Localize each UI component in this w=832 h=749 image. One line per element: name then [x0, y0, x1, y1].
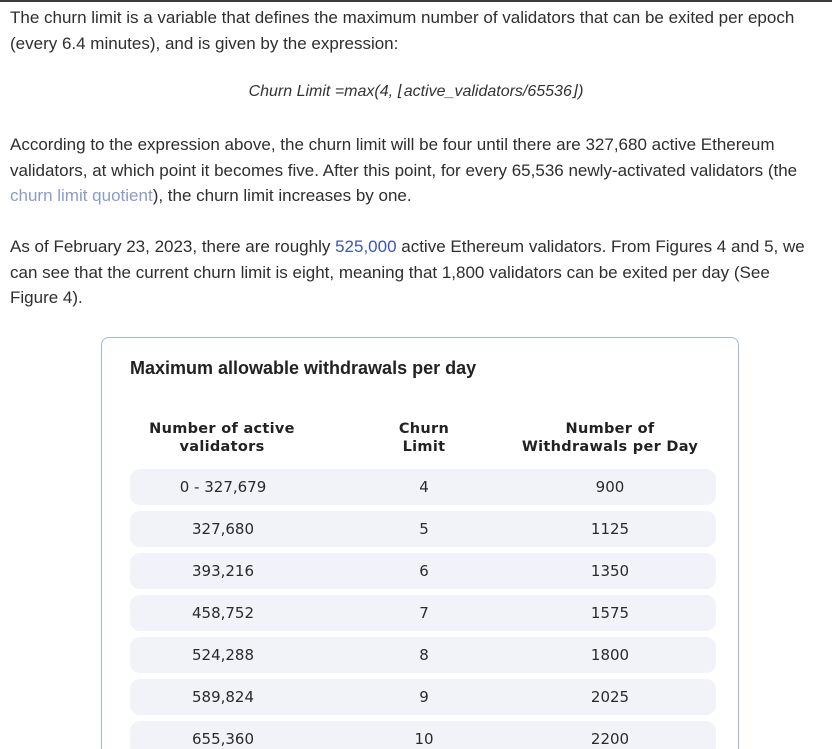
cell-active-validators: 655,360 — [191, 730, 255, 748]
cell-churn-limit: 6 — [419, 562, 429, 580]
cell-active-validators: 458,752 — [191, 604, 255, 622]
status-paragraph — [10, 234, 820, 311]
column-header-line: validators — [179, 439, 265, 455]
intro-paragraph: The churn limit is a variable that defines the maximum number of validators that can be exited per epoch (every 6.4 minutes), and is given by the expression: — [10, 8, 795, 53]
table-row — [130, 679, 716, 715]
column-header-line: Limit — [402, 439, 446, 455]
cell-withdrawals-per-day: 1125 — [590, 520, 630, 538]
cell-churn-limit: 7 — [419, 604, 429, 622]
table-title: Maximum allowable withdrawals per day — [130, 358, 477, 378]
cell-withdrawals-per-day: 1575 — [590, 604, 630, 622]
cell-churn-limit: 9 — [419, 688, 429, 706]
cell-withdrawals-per-day: 1350 — [590, 562, 630, 580]
cell-withdrawals-per-day: 900 — [595, 478, 625, 496]
cell-churn-limit: 8 — [419, 646, 429, 664]
column-header-line: Number of — [565, 421, 655, 437]
table-row — [130, 469, 716, 505]
column-header-active-validators — [122, 420, 322, 456]
table-row — [130, 511, 716, 547]
cell-active-validators: 0 - 327,679 — [179, 478, 267, 496]
cell-active-validators: 589,824 — [191, 688, 255, 706]
column-header-line: Number of active — [149, 421, 295, 437]
column-header-line: Withdrawals per Day — [521, 439, 699, 455]
column-header-churn-limit — [372, 420, 476, 456]
cell-withdrawals-per-day: 2200 — [590, 730, 630, 748]
column-header-withdrawals-per-day — [502, 420, 718, 456]
explanation-text-before: According to the expression above, the churn limit will be four until there are 327,680 active Ethereum validators, at which point it becomes five. After this point, for every 65,536 newly-activated validators (the — [10, 135, 798, 180]
cell-churn-limit: 4 — [419, 478, 429, 496]
cell-active-validators: 524,288 — [191, 646, 255, 664]
withdrawals-table-card — [101, 337, 739, 749]
cell-churn-limit: 10 — [414, 730, 434, 748]
cell-churn-limit: 5 — [419, 520, 429, 538]
table-row — [130, 553, 716, 589]
table-row — [130, 595, 716, 631]
cell-active-validators: 327,680 — [191, 520, 255, 538]
cell-active-validators: 393,216 — [191, 562, 255, 580]
top-divider — [0, 0, 832, 2]
cell-withdrawals-per-day: 2025 — [590, 688, 630, 706]
explanation-paragraph — [10, 132, 820, 209]
validator-count-link[interactable]: 525,000 — [335, 237, 397, 256]
status-text-after: active Ethereum validators. From Figures 4 and 5, we can see that the current churn limit is eight, meaning that 1,800 validators can be exited per day (See Figure 4). — [10, 237, 805, 307]
cell-withdrawals-per-day: 1800 — [590, 646, 630, 664]
table-body — [130, 469, 716, 749]
churn-limit-quotient-link[interactable]: churn limit quotient — [10, 186, 153, 205]
table-row — [130, 637, 716, 673]
churn-formula: Churn Limit =max(4, ⌊active_validators/65536⌋) — [248, 83, 584, 100]
table-row — [130, 721, 716, 749]
column-header-line: Churn — [398, 421, 450, 437]
status-text-before: As of February 23, 2023, there are roughly — [10, 237, 336, 256]
explanation-text-after: ), the churn limit increases by one. — [152, 186, 412, 205]
